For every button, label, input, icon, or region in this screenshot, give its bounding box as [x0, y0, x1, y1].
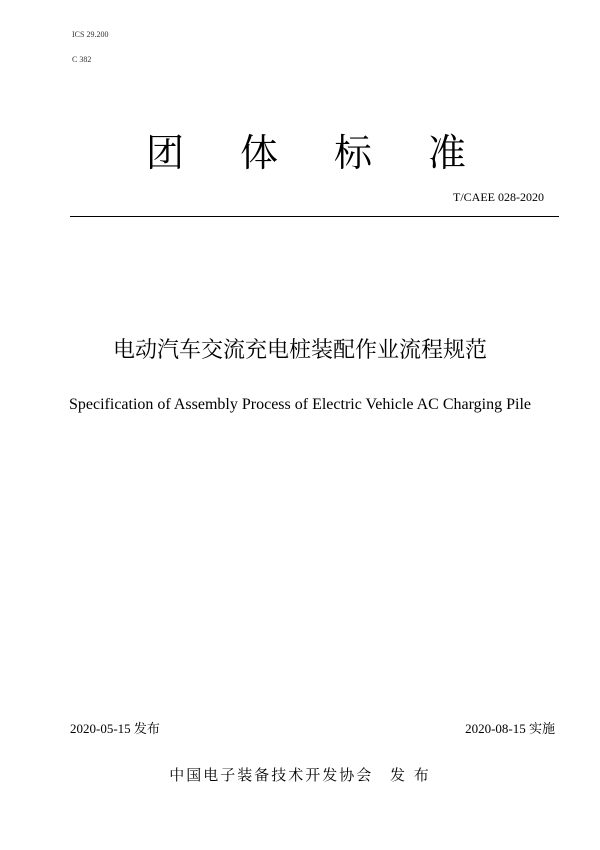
document-heading: 团体标准: [146, 131, 523, 175]
title-english: Specification of Assembly Process of Electric Vehicle AC Charging Pile: [69, 396, 531, 413]
issue-date: [70, 718, 160, 737]
issuer: [0, 764, 600, 785]
divider: [70, 216, 559, 217]
issue-label: 发布: [133, 722, 160, 737]
ccs-code: C 382: [72, 55, 92, 64]
implement-date-value: 2020-08-15: [465, 721, 526, 736]
title-chinese: 电动汽车交流充电桩装配作业流程规范: [112, 338, 487, 363]
implement-date: [465, 718, 555, 737]
issuer-name: 中国电子装备技术开发协会: [169, 766, 374, 784]
issuer-suffix: 发 布: [390, 766, 431, 784]
standard-number: T/CAEE 028-2020: [453, 190, 544, 204]
ics-code: ICS 29.200: [72, 30, 109, 39]
issue-date-value: 2020-05-15: [70, 721, 131, 736]
implement-label: 实施: [528, 722, 555, 737]
